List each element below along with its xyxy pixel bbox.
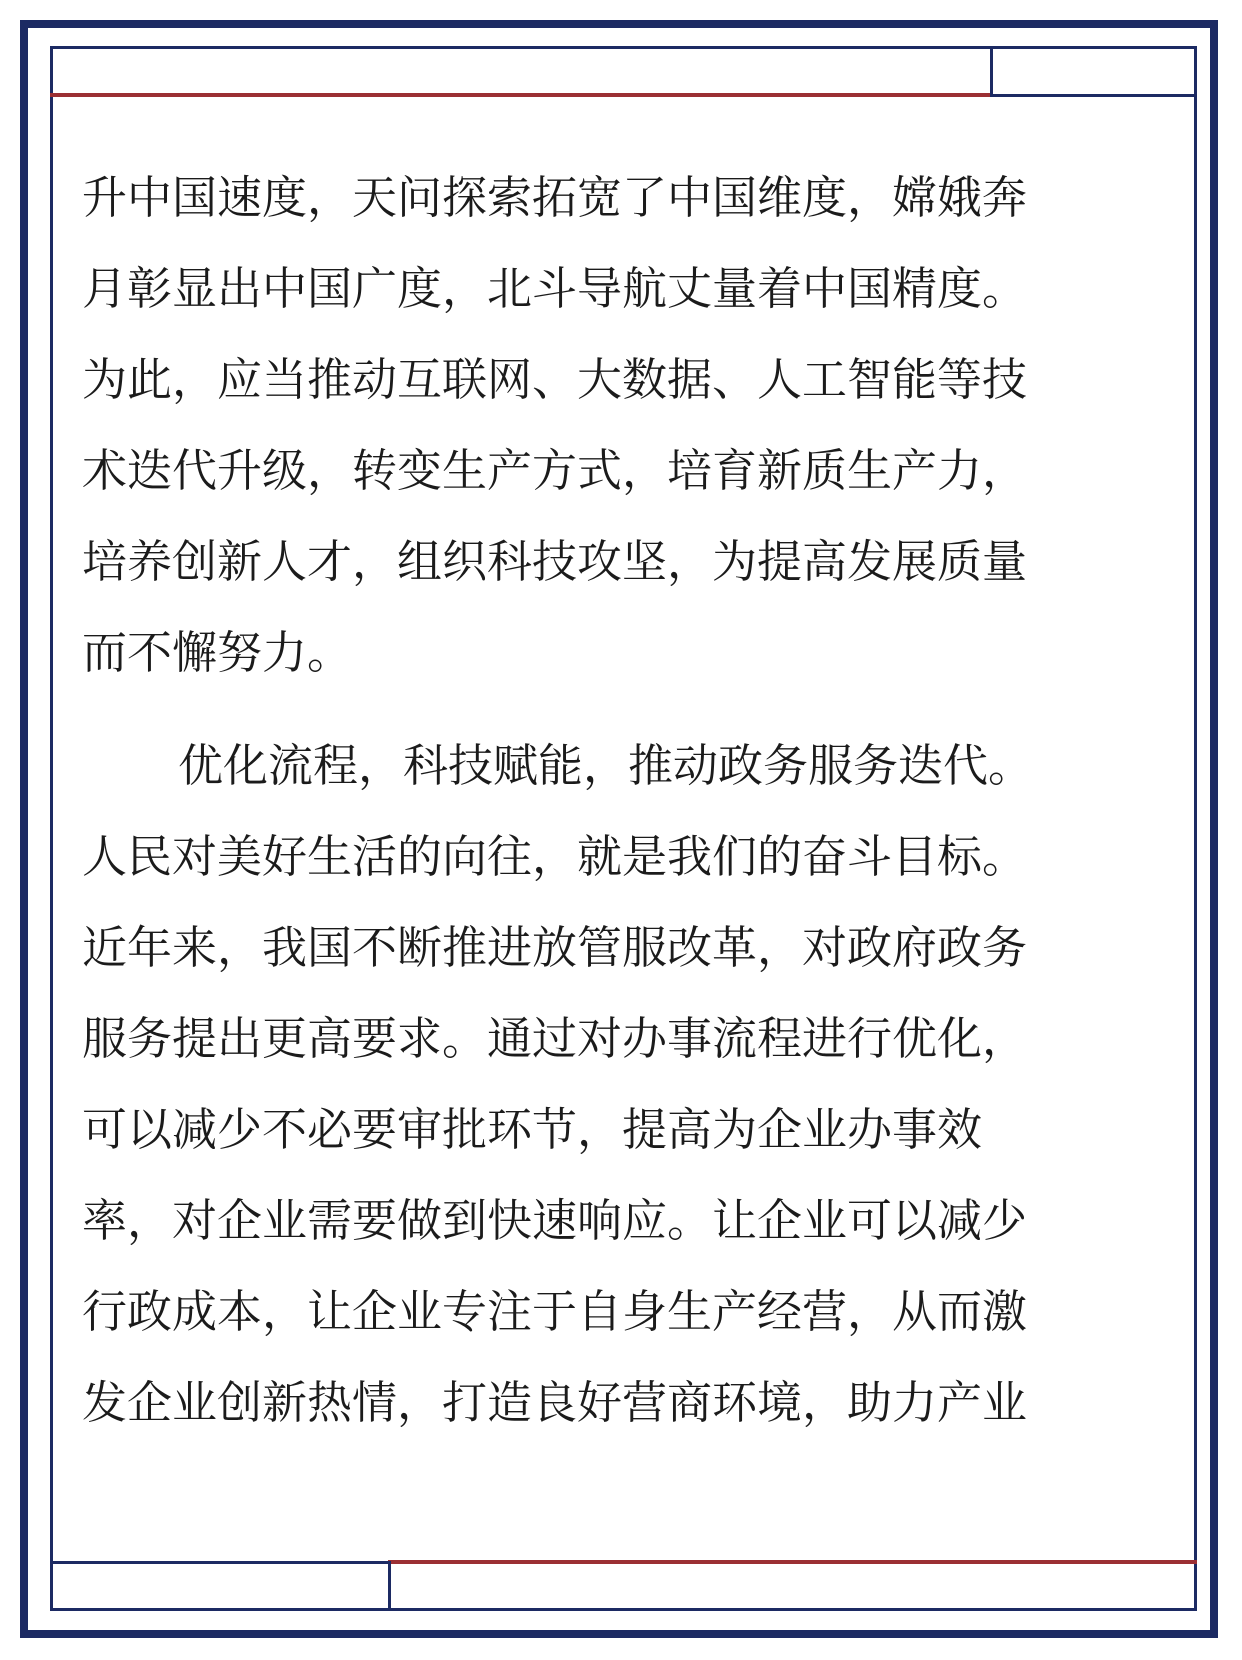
text-line: 升中国速度，天问探索拓宽了中国维度，嫦娥奔 — [82, 171, 1028, 224]
top-red-rule — [50, 93, 990, 97]
top-right-corner-box — [990, 46, 1197, 97]
text-line: 人民对美好生活的向往，就是我们的奋斗目标。 — [82, 830, 1028, 883]
text-line: 术迭代升级，转变生产方式，培育新质生产力， — [82, 444, 1028, 497]
text-line: 培养创新人才，组织科技攻坚，为提高发展质量 — [82, 535, 1028, 588]
text-line: 而不懈努力。 — [82, 626, 353, 679]
text-line: 行政成本，让企业专注于自身生产经营，从而激 — [82, 1285, 1028, 1338]
text-line: 率，对企业需要做到快速响应。让企业可以减少 — [82, 1194, 1028, 1247]
paragraph-heading-line: 优化流程，科技赋能，推动政务服务迭代。 — [178, 739, 1034, 792]
bottom-left-corner-box — [50, 1561, 391, 1611]
bottom-red-rule — [388, 1560, 1197, 1564]
text-line: 近年来，我国不断推进放管服改革，对政府政务 — [82, 921, 1028, 974]
text-line: 为此，应当推动互联网、大数据、人工智能等技 — [82, 353, 1028, 406]
text-line: 服务提出更高要求。通过对办事流程进行优化， — [82, 1012, 1028, 1065]
text-line: 发企业创新热情，打造良好营商环境，助力产业 — [82, 1376, 1028, 1429]
text-line: 可以减少不必要审批环节，提高为企业办事效 — [82, 1103, 983, 1156]
text-line: 月彰显出中国广度，北斗导航丈量着中国精度。 — [82, 262, 1028, 315]
